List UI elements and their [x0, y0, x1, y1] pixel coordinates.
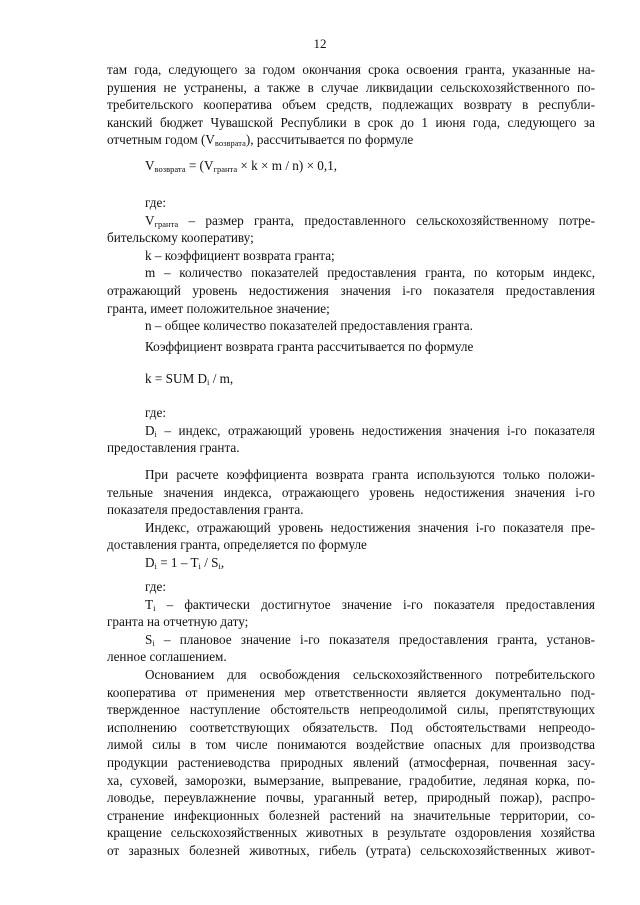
- formula-index: $D_i = 1 - T_i / S_i$,: [145, 554, 225, 571]
- definition-s: $S_i$ – плановое значение i-го показателя предоставления гранта, установ-: [145, 631, 595, 648]
- text-line: от заразных болезней животных, гибель (утрата) сельскохозяйственных живот-: [107, 842, 595, 858]
- text-line: странение инфекционных болезней растений на значительные территории, со-: [107, 807, 595, 823]
- text-line: твержденное наступление обстоятельств непреодолимой силы, препятствующих: [107, 702, 595, 718]
- text-line: лимой силы в том числе понимаются воздействие опасных для производства: [107, 737, 595, 753]
- text-line: рушения не устранены, а также в случае ликвидации сельскохозяйственного по-: [107, 79, 595, 95]
- text-line: доставления гранта, определяется по формуле: [107, 537, 367, 553]
- definitions-2: [107, 404, 595, 457]
- definition-k: k – коэффициент возврата гранта;: [145, 247, 335, 263]
- text-line: гранта, имеет положительное значение;: [107, 300, 330, 316]
- coefficient-intro: Коэффициент возврата гранта рассчитывается по формуле: [145, 339, 474, 354]
- text-line: Индекс, отражающий уровень недостижения значения i-го показателя пре-: [145, 519, 595, 535]
- text-line: гранта на отчетную дату;: [107, 614, 249, 630]
- definitions-1: [107, 194, 595, 335]
- text-line: ловодье, переувлажнение почвы, ураганный ветер, природный пожар), распро-: [107, 790, 595, 806]
- force-majeure-paragraph: [107, 666, 595, 860]
- text-line: Основанием для освобождения сельскохозяйственного потребительского: [145, 667, 595, 682]
- text-line: отражающий уровень недостижения значения i-го показателя предоставления: [107, 282, 595, 298]
- where-label: где:: [145, 195, 166, 210]
- definition-v-grant: $V_{гранта}$ – размер гранта, предоставленного сельскохозяйственному потре-: [145, 212, 595, 229]
- where-label: где:: [145, 405, 166, 420]
- text-line: исполнению соответствующих обязательств. Под обстоятельствами непреодо-: [107, 719, 595, 735]
- definitions-3: [107, 578, 595, 666]
- text-line: канский бюджет Чувашской Республики в срок до 1 июня года, следующего за: [107, 114, 595, 130]
- text-line: бительскому кооперативу;: [107, 230, 254, 246]
- text-line: отчетным годом $(V_{возврата})$, рассчитывается по формуле: [107, 132, 414, 149]
- definition-m: m – количество показателей предоставления гранта, по которым индекс,: [145, 265, 595, 281]
- text-line: тельные значения индекса, отражающего уровень недостижения значения i-го: [107, 484, 595, 500]
- text-line: ха, суховей, заморозки, вымерзание, выпревание, градобитие, ледяная корка, по-: [107, 772, 595, 788]
- text-line: кооператива от применения мер ответственности является документально под-: [107, 684, 595, 700]
- text-line: продукции растениеводства природных явлений (атмосферная, почвенная засу-: [107, 754, 595, 770]
- formula-return-volume: $V_{возврата} = (V_{гранта} \times k \times m / n) \times 0,1$,: [145, 158, 338, 174]
- where-label: где:: [145, 579, 166, 594]
- text-line: показателя предоставления гранта.: [107, 502, 304, 518]
- text-line: предоставления гранта.: [107, 440, 240, 456]
- definition-t: $T_i$ – фактически достигнутое значение i-го показателя предоставления: [145, 596, 595, 613]
- intro-paragraph: [107, 61, 595, 149]
- text-line: При расчете коэффициента возврата гранта используются только положи-: [145, 467, 595, 482]
- text-line: там года, следующего за годом окончания срока освоения гранта, указанные на-: [107, 62, 595, 77]
- page-number: 12: [313, 36, 327, 51]
- text-line: требительского кооператива объем средств, подлежащих возврату в республи-: [107, 97, 595, 113]
- formula-coefficient: k = SUM $D_i$ / m,: [145, 371, 234, 387]
- definition-n: n – общее количество показателей предоставления гранта.: [145, 318, 473, 334]
- text-line: кращение сельскохозяйственных животных в результате оздоровления хозяйства: [107, 825, 595, 841]
- positive-values-paragraph: [107, 466, 595, 572]
- definition-d: $D_i$ – индекс, отражающий уровень недостижения значения i-го показателя: [145, 422, 595, 439]
- text-line: ленное соглашением.: [107, 649, 227, 665]
